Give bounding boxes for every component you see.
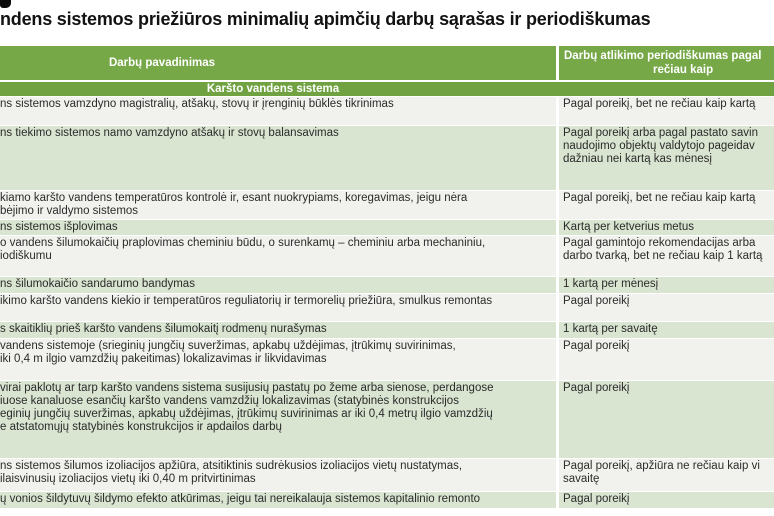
table-rows	[0, 96, 774, 508]
text-line: 1 kartą per savaitę	[563, 323, 658, 335]
work-name-cell	[0, 191, 559, 219]
maintenance-works-table	[0, 46, 774, 508]
text-line: Pagal poreikį	[563, 493, 630, 505]
periodicity-cell	[559, 220, 774, 235]
text-line: iodiškumu	[0, 250, 52, 262]
text-line: darbo tvarką, bet ne rečiau kaip 1 kartą	[563, 250, 763, 262]
text-line: naudojimo objektų valdytojo pageidav	[563, 140, 755, 152]
table-row	[0, 293, 774, 321]
text-line: ilaisvinusių izoliacijos vietų iki 0,40 m pritvirtinimas	[0, 473, 256, 485]
periodicity-cell	[559, 236, 774, 276]
text-line: ų vonios šildytuvų šildymo efekto atkūrimas, jeigu tai nereikalauja sistemos kapitalinio remonto	[0, 493, 481, 505]
text-line: e atstatomųjų statybinės konstrukcijos ir apdailos darbų	[0, 421, 282, 433]
table-row	[0, 338, 774, 380]
table-row	[0, 276, 774, 293]
header-col-work-name	[0, 46, 559, 80]
work-name-cell	[0, 381, 559, 458]
text-line: dažniau nei kartą kas mėnesį	[563, 153, 712, 165]
work-name-cell	[0, 220, 559, 235]
periodicity-cell	[559, 294, 774, 321]
table-row	[0, 219, 774, 235]
text-line: 1 kartą per mėnesį	[563, 278, 659, 290]
text-line: ns tiekimo sistemos namo vamzdyno atšakų ir stovų balansavimas	[0, 127, 339, 139]
periodicity-cell	[559, 322, 774, 338]
table-row	[0, 190, 774, 219]
text-line: Pagal poreikį, bet ne rečiau kaip kartą	[563, 98, 756, 110]
work-name-cell	[0, 97, 559, 125]
periodicity-cell	[559, 97, 774, 125]
header-col-periodicity-line2: rečiau kaip	[653, 64, 714, 76]
cutoff-corner-mark	[0, 0, 11, 8]
text-line: Pagal poreikį	[563, 382, 630, 394]
text-line: eginių jungčių suveržimas, apkabų uždėjimas, įtrūkimų suvirinimas ar iki 0,4 metrų ilgio vamzdžių	[0, 408, 493, 420]
table-row	[0, 125, 774, 190]
work-name-cell	[0, 322, 559, 338]
text-line: s skaitiklių prieš karšto vandens šilumokaitį rodmenų nurašymas	[0, 323, 327, 335]
header-col-periodicity	[559, 46, 774, 80]
table-header-row	[0, 46, 774, 80]
text-line: ns sistemos šilumos izoliacijos apžiūra, atsitiktinis sudrėkusios izoliacijos vietų nustatymas,	[0, 460, 463, 472]
periodicity-cell	[559, 126, 774, 190]
text-line: Pagal poreikį, bet ne rečiau kaip kartą	[563, 192, 756, 204]
page-title: ndens sistemos priežiūros minimalių apimčių darbų sąrašas ir periodiškumas	[0, 9, 651, 29]
text-line: ikimo karšto vandens kiekio ir temperatūros reguliatorių ir termorelių priežiūra, smulkus remontas	[0, 295, 493, 307]
header-col-work-name-label: Darbų pavadinimas	[108, 57, 216, 69]
table-row	[0, 321, 774, 338]
text-line: virai paklotų ar tarp karšto vandens sistema susijusių pastatų po žeme arba sienose, perdangose	[0, 382, 494, 394]
text-line: Pagal poreikį	[563, 295, 630, 307]
section-header-label: Karšto vandens sistema	[206, 83, 340, 95]
text-line: iuose kanaluose esančių karšto vandens vamzdžių lokalizavimas (statybinės konstrukcijos	[0, 395, 459, 407]
text-line: iki 0,4 m ilgio vamzdžių pakeitimas) lokalizavimas ir likvidavimas	[0, 353, 327, 365]
text-line: Pagal poreikį, apžiūra ne rečiau kaip vi	[563, 460, 760, 472]
text-line: ns sistemos išplovimas	[0, 221, 118, 233]
work-name-cell	[0, 294, 559, 321]
periodicity-cell	[559, 492, 774, 508]
text-line: Kartą per ketverius metus	[563, 221, 695, 233]
header-col-periodicity-line1: Darbų atlikimo periodiškumas pagal	[564, 50, 762, 62]
table-row	[0, 458, 774, 491]
work-name-cell	[0, 339, 559, 380]
table-row	[0, 96, 774, 125]
text-line: ns šilumokaičio sandarumo bandymas	[0, 278, 195, 290]
text-line: ns sistemos vamzdyno magistralių, atšakų, stovų ir įrenginių būklės tikrinimas	[0, 98, 394, 110]
text-line: vandens sistemoje (srieginių jungčių suveržimas, apkabų uždėjimas, įtrūkimų suvirinimas,	[0, 340, 456, 352]
text-line: Pagal poreikį arba pagal pastato savin	[563, 127, 758, 139]
work-name-cell	[0, 277, 559, 293]
text-line: o vandens šilumokaičių praplovimas cheminiu būdu, o surenkamų – cheminiu arba mechaniniu,	[0, 237, 486, 249]
periodicity-cell	[559, 277, 774, 293]
work-name-cell	[0, 126, 559, 190]
work-name-cell	[0, 492, 559, 508]
periodicity-cell	[559, 381, 774, 458]
section-header-row	[0, 82, 774, 96]
table-row	[0, 491, 774, 508]
table-row	[0, 235, 774, 276]
text-line: bėjimo ir valdymo sistemos	[0, 205, 139, 217]
periodicity-cell	[559, 459, 774, 491]
periodicity-cell	[559, 191, 774, 219]
table-row	[0, 380, 774, 458]
text-line: Pagal poreikį	[563, 340, 630, 352]
text-line: kiamo karšto vandens temperatūros kontrolė ir, esant nuokrypiams, koregavimas, jeigu nėra	[0, 192, 468, 204]
work-name-cell	[0, 459, 559, 491]
work-name-cell	[0, 236, 559, 276]
text-line: Pagal gamintojo rekomendacijas arba	[563, 237, 756, 249]
text-line: savaitę	[563, 473, 600, 485]
periodicity-cell	[559, 339, 774, 380]
